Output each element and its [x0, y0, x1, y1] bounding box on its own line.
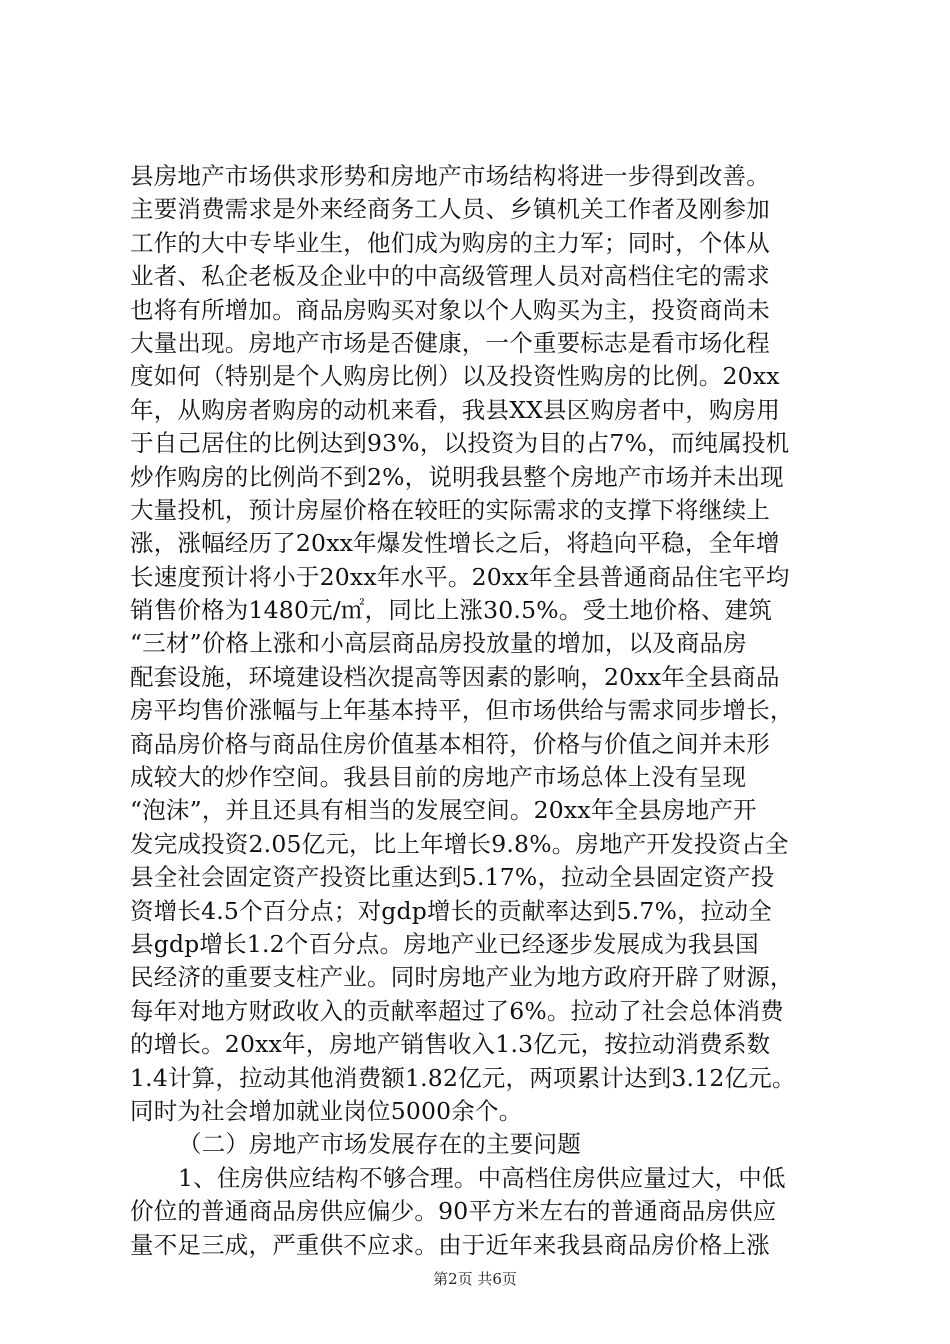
text-line: 大量出现。房地产市场是否健康，一个重要标志是看市场化程	[130, 328, 770, 357]
text-line: 商品房价格与商品住房价值基本相符，价格与价值之间并未形	[130, 729, 770, 758]
text-line: 长速度预计将小于20xx年水平。20xx年全县普通商品住宅平均	[130, 562, 790, 591]
body-text	[130, 160, 850, 1262]
text-line: 每年对地方财政收入的贡献率超过了6%。拉动了社会总体消费	[130, 996, 784, 1025]
section-heading: （二）房地产市场发展存在的主要问题	[178, 1130, 581, 1159]
text-line: 配套设施，环境建设档次提高等因素的影响，20xx年全县商品	[130, 662, 780, 691]
text-line: 民经济的重要支柱产业。同时房地产业为地方政府开辟了财源，	[130, 963, 794, 992]
text-line: 房平均售价涨幅与上年基本持平，但市场供给与需求同步增长，	[130, 696, 794, 725]
text-line: 度如何（特别是个人购房比例）以及投资性购房的比例。20xx	[130, 362, 780, 391]
text-line: 1、住房供应结构不够合理。中高档住房供应量过大，中低	[178, 1163, 786, 1192]
text-line: 于自己居住的比例达到93%，以投资为目的占7%，而纯属投机	[130, 429, 790, 458]
text-line: 工作的大中专毕业生，他们成为购房的主力军；同时，个体从	[130, 228, 770, 257]
page-footer	[0, 1268, 950, 1289]
text-line: 炒作购房的比例尚不到2%，说明我县整个房地产市场并未出现	[130, 462, 784, 491]
text-line: 资增长4.5个百分点；对gdp增长的贡献率达到5.7%，拉动全	[130, 896, 772, 925]
text-line: 涨，涨幅经历了20xx年爆发性增长之后，将趋向平稳，全年增	[130, 529, 780, 558]
text-line: 成较大的炒作空间。我县目前的房地产市场总体上没有呈现	[130, 763, 747, 792]
page-number-label: 第2页 共6页	[433, 1270, 517, 1288]
text-line: 县全社会固定资产投资比重达到5.17%，拉动全县固定资产投	[130, 863, 775, 892]
text-line: 县gdp增长1.2个百分点。房地产业已经逐步发展成为我县国	[130, 929, 759, 958]
text-line: 发完成投资2.05亿元，比上年增长9.8%。房地产开发投资占全	[130, 829, 789, 858]
text-line: 的增长。20xx年，房地产销售收入1.3亿元，按拉动消费系数	[130, 1030, 771, 1059]
text-line: 1.4计算，拉动其他消费额1.82亿元，两项累计达到3.12亿元。	[130, 1063, 796, 1092]
text-line: 年，从购房者购房的动机来看，我县XX县区购房者中，购房用	[130, 395, 781, 424]
text-line: “三材”价格上涨和小高层商品房投放量的增加，以及商品房	[130, 629, 747, 658]
text-line: 价位的普通商品房供应偏少。90平方米左右的普通商品房供应	[130, 1197, 777, 1226]
text-line: 也将有所增加。商品房购买对象以个人购买为主，投资商尚未	[130, 295, 770, 324]
text-line: 业者、私企老板及企业中的中高级管理人员对高档住宅的需求	[130, 262, 770, 291]
text-line: 同时为社会增加就业岗位5000余个。	[130, 1096, 523, 1125]
text-line: 销售价格为1480元/㎡，同比上涨30.5%。受土地价格、建筑	[130, 596, 773, 625]
text-line: 县房地产市场供求形势和房地产市场结构将进一步得到改善。	[130, 162, 770, 190]
text-line: 量不足三成，严重供不应求。由于近年来我县商品房价格上涨	[130, 1230, 770, 1259]
text-line: “泡沫”，并且还具有相当的发展空间。20xx年全县房地产开	[130, 796, 757, 825]
text-line: 主要消费需求是外来经商务工人员、乡镇机关工作者及刚参加	[130, 195, 770, 224]
text-line: 大量投机，预计房屋价格在较旺的实际需求的支撑下将继续上	[130, 495, 770, 524]
